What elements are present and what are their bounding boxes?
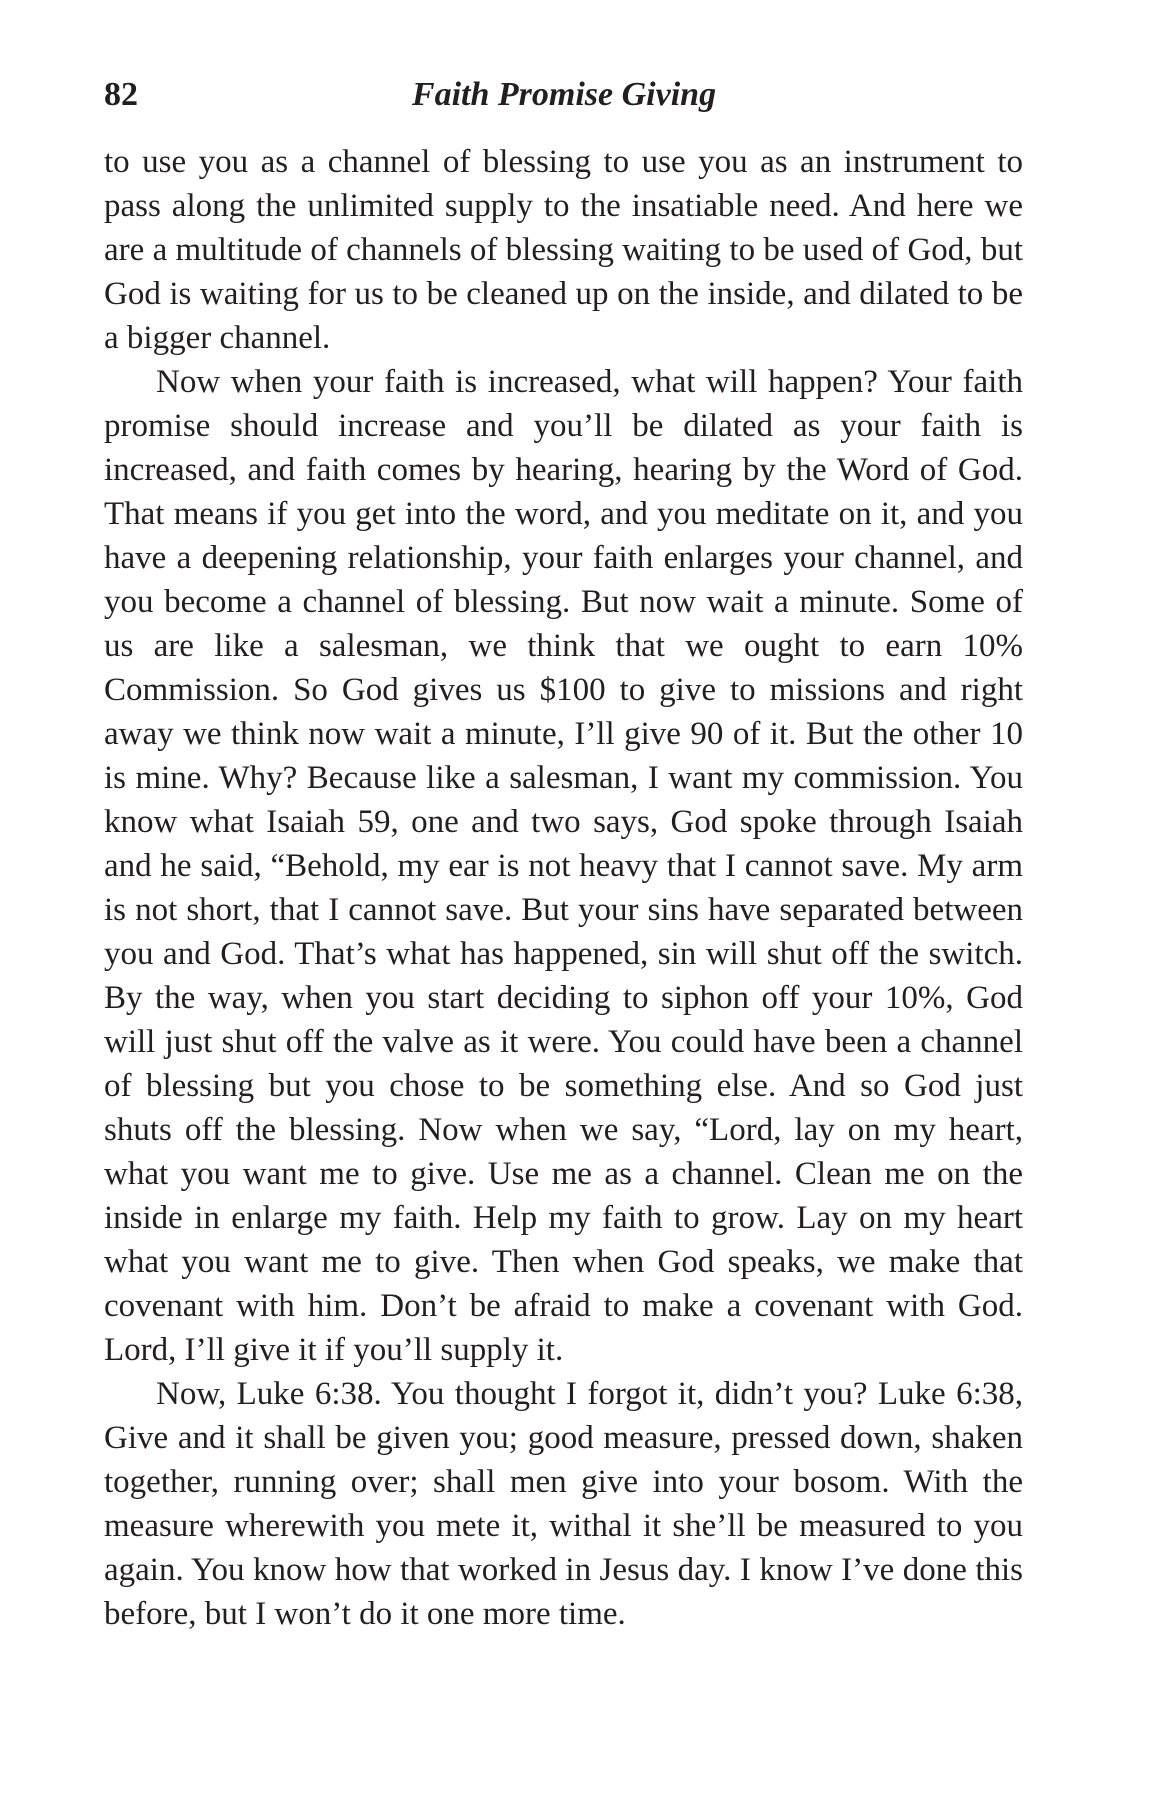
running-title: Faith Promise Giving [411, 76, 717, 113]
page-number: 82 [104, 76, 138, 113]
paragraph-faith-promise: Now when your faith is increased, what will happen? Your faith promise should increase and you’ll be dilated as your faith is increased, and faith comes by hearing, hearing by the Word of God. That means if you get into the word, and you meditate on it, and you have a deepening relationship, your faith enlarges your channel, and you become a channel of blessing. But now wait a minute. Some of us are like a salesman, we think that we ought to earn 10% Commission. So God gives us $100 to give to missions and right away we think now wait a minute, I’ll give 90 of it. But the other 10 is mine. Why? Because like a salesman, I want my commission. You know what Isaiah 59, one and two says, God spoke through Isaiah and he said, “Behold, my ear is not heavy that I cannot save. My arm is not short, that I cannot save. But your sins have separated between you and God. That’s what has happened, sin will shut off the switch. By the way, when you start deciding to siphon off your 10%, God will just shut off the valve as it were. You could have been a channel of blessing but you chose to be something else. And so God just shuts off the blessing. Now when we say, “Lord, lay on my heart, what you want me to give. Use me as a channel. Clean me on the inside in enlarge my faith. Help my faith to grow. Lay on my heart what you want me to give. Then when God speaks, we make that covenant with him. Don’t be afraid to make a covenant with God. Lord, I’ll give it if you’ll supply it. [104, 364, 1023, 1368]
body-text [104, 140, 1023, 1636]
running-head [104, 70, 1024, 120]
paragraph-continued: to use you as a channel of blessing to use you as an instrument to pass along the unlimited supply to the insatiable need. And here we are a multitude of channels of blessing waiting to be used of God, but God is waiting for us to be cleaned up on the inside, and dilated to be a bigger channel. [104, 144, 1023, 356]
paragraph-luke-6-38: Now, Luke 6:38. You thought I forgot it, didn’t you? Luke 6:38, Give and it shall be given you; good measure, pressed down, shaken together, running over; shall men give into your bosom. With the measure wherewith you mete it, withal it she’ll be measured to you again. You know how that worked in Jesus day. I know I’ve done this before, but I won’t do it one more time. [104, 1376, 1023, 1632]
